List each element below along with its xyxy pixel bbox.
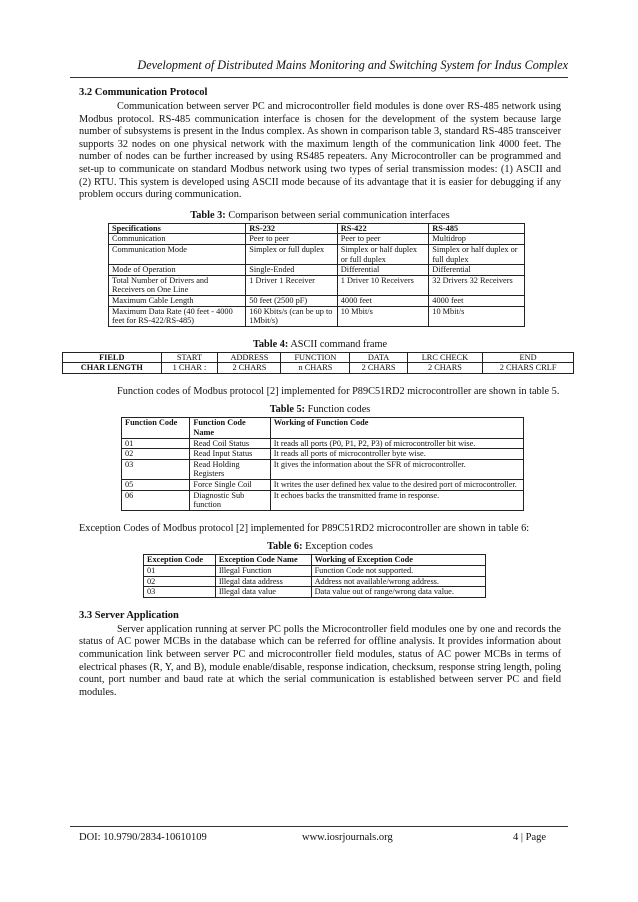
table-cell: Illegal data value xyxy=(215,587,311,598)
table-cell: 50 feet (2500 pF) xyxy=(246,295,338,306)
table-cell: Force Single Coil xyxy=(190,480,270,491)
table-cell: Differential xyxy=(429,265,525,276)
table-row xyxy=(122,490,524,510)
table-cell: Illegal Function xyxy=(215,566,311,577)
footer-doi: DOI: 10.9790/2834-10610109 xyxy=(79,832,207,843)
table-cell: Communication xyxy=(109,234,246,245)
table-cell: Communication Mode xyxy=(109,244,246,264)
table4-header-cell: END xyxy=(483,352,574,363)
table5-header-cell: Function Code xyxy=(122,418,190,438)
page-content xyxy=(79,87,561,699)
table-cell: n CHARS xyxy=(281,363,350,374)
table3-header-row xyxy=(109,223,525,234)
table-cell: 2 CHARS xyxy=(218,363,281,374)
table-cell: 2 CHARS xyxy=(407,363,483,374)
table-cell: 03 xyxy=(122,459,190,479)
table-row xyxy=(122,438,524,449)
section-heading-3-2: 3.2 Communication Protocol xyxy=(79,87,208,98)
table5-caption xyxy=(79,404,561,415)
table6-caption-text: Exception codes xyxy=(305,541,373,553)
table-cell: Maximum Data Rate (40 feet - 4000 feet for RS-422/RS-485) xyxy=(109,306,246,326)
table-row xyxy=(109,295,525,306)
table-cell: Single-Ended xyxy=(246,265,338,276)
table-cell: 03 xyxy=(144,587,216,598)
footer-page-number: 4 | Page xyxy=(513,832,547,843)
table3-header-cell: RS-232 xyxy=(246,223,338,234)
table-cell: Function Code not supported. xyxy=(311,566,485,577)
table-cell: 1 CHAR : xyxy=(161,363,218,374)
table-cell: 32 Drivers 32 Receivers xyxy=(429,275,525,295)
table-cell: 4000 feet xyxy=(429,295,525,306)
table-cell: 1 Driver 10 Receivers xyxy=(337,275,429,295)
table4-caption-text: ASCII command frame xyxy=(290,338,388,350)
table4-row-label: CHAR LENGTH xyxy=(63,363,162,374)
section-3-2-paragraph: Communication between server PC and microcontroller field modules is done over RS-485 network using Modbus protocol. RS-485 communication interface is chosen for the development of the system because large number of subsystems is present in the Indus complex. As shown in comparison table 3, standard RS-485 transceiver supports 32 nodes on one physical network with the maximum length of the communication link 4000 feet. The number of nodes can be further increased by using RS485 repeaters. Any Microcontroller can be programmed and set-up to communicate on standard Modbus network using two types of serial transmission modes: (1) ASCII and (2) RTU. This system is developed using ASCII mode because of its advantage that it is easier for debugging if any problem occurs during communication. xyxy=(79,101,561,201)
table-cell: 10 Mbit/s xyxy=(429,306,525,326)
table6-header-cell: Exception Code xyxy=(144,555,216,566)
table-row xyxy=(144,576,486,587)
table6-caption xyxy=(79,541,561,552)
table-row xyxy=(144,587,486,598)
table4-caption-label: Table 4: xyxy=(252,338,289,350)
table3-header-cell: RS-422 xyxy=(337,223,429,234)
table5-header-cell: Function Code Name xyxy=(190,418,270,438)
table-cell: It gives the information about the SFR of microcontroller. xyxy=(270,459,523,479)
footer-divider xyxy=(70,826,568,827)
table-cell: 05 xyxy=(122,480,190,491)
table-cell: Read Coil Status xyxy=(190,438,270,449)
table-cell: 02 xyxy=(122,449,190,460)
table-cell: Read Holding Registers xyxy=(190,459,270,479)
table-cell: 160 Kbits/s (can be up to 1Mbit/s) xyxy=(246,306,338,326)
table4-header-cell: FUNCTION xyxy=(281,352,350,363)
table5-header-row xyxy=(122,418,524,438)
table3-caption xyxy=(79,210,561,221)
table5-header-cell: Working of Function Code xyxy=(270,418,523,438)
table-cell: 2 CHARS CRLF xyxy=(483,363,574,374)
table-cell: Simplex or half duplex or full duplex xyxy=(337,244,429,264)
table4-caption xyxy=(79,339,561,350)
table-row xyxy=(122,449,524,460)
table-row xyxy=(109,306,525,326)
table-cell: Total Number of Drivers and Receivers on One Line xyxy=(109,275,246,295)
table-cell: Address not available/wrong address. xyxy=(311,576,485,587)
table-cell: Diagnostic Sub function xyxy=(190,490,270,510)
table-row xyxy=(63,363,574,374)
table-cell: 01 xyxy=(122,438,190,449)
table-cell: 06 xyxy=(122,490,190,510)
table-cell: 4000 feet xyxy=(337,295,429,306)
table-cell: 2 CHARS xyxy=(350,363,407,374)
table-cell: It echoes backs the transmitted frame in response. xyxy=(270,490,523,510)
table-cell: 02 xyxy=(144,576,216,587)
table-row xyxy=(109,265,525,276)
table-cell: It reads all ports of microcontroller byte wise. xyxy=(270,449,523,460)
section-heading-3-3: 3.3 Server Application xyxy=(79,609,179,621)
table4-header-cell: START xyxy=(161,352,218,363)
table-cell: Peer to peer xyxy=(246,234,338,245)
table3-comparison xyxy=(108,223,525,327)
table4-header-cell: FIELD xyxy=(63,352,162,363)
table-cell: Read Input Status xyxy=(190,449,270,460)
table-cell: Simplex or half duplex or full duplex xyxy=(429,244,525,264)
table-row xyxy=(109,275,525,295)
table-row xyxy=(144,566,486,577)
table-cell: It reads all ports (P0, P1, P2, P3) of microcontroller bit wise. xyxy=(270,438,523,449)
table3-header-cell: Specifications xyxy=(109,223,246,234)
table-cell: Differential xyxy=(337,265,429,276)
table6-caption-label: Table 6: xyxy=(267,541,303,553)
table-cell: It writes the user defined hex value to the desired port of microcontroller. xyxy=(270,480,523,491)
table6-header-cell: Working of Exception Code xyxy=(311,555,485,566)
table5-intro-paragraph: Function codes of Modbus protocol [2] implemented for P89C51RD2 microcontroller are shown in table 5. xyxy=(117,385,560,397)
table-cell: Multidrop xyxy=(429,234,525,245)
table-cell: Maximum Cable Length xyxy=(109,295,246,306)
table6-header-row xyxy=(144,555,486,566)
section-3-3-paragraph: Server application running at server PC polls the Microcontroller field modules one by one and records the status of AC power MCBs in the database which can be referred for offline analysis. It provides information about communication link between server PC and microcontroller field modules, status of AC power MCBs in terms of electrical phases (R, Y, and B), module enable/disable, response indication, checksum, response string length, poling count, port number and baud rate at which the serial communication is established between server PC and field modules. xyxy=(79,623,561,698)
table3-caption-text: Comparison between serial communication interfaces xyxy=(228,209,450,221)
table-row xyxy=(109,234,525,245)
table-cell: Mode of Operation xyxy=(109,265,246,276)
table-cell: 01 xyxy=(144,566,216,577)
table5-function-codes xyxy=(121,417,524,510)
table-row xyxy=(122,459,524,479)
running-header: Development of Distributed Mains Monitoring and Switching System for Indus Complex xyxy=(137,58,568,72)
table6-intro-paragraph: Exception Codes of Modbus protocol [2] implemented for P89C51RD2 microcontroller are shown in table 6: xyxy=(79,522,530,534)
table6-exception-codes xyxy=(143,554,486,597)
table-cell: Illegal data address xyxy=(215,576,311,587)
table4-header-cell: LRC CHECK xyxy=(407,352,483,363)
table4-header-cell: DATA xyxy=(350,352,407,363)
table-row xyxy=(122,480,524,491)
table3-caption-label: Table 3: xyxy=(190,209,226,221)
table3-header-cell: RS-485 xyxy=(429,223,525,234)
table4-header-cell: ADDRESS xyxy=(218,352,281,363)
table-cell: 10 Mbit/s xyxy=(337,306,429,326)
table5-caption-text: Function codes xyxy=(307,404,371,416)
table-cell: Peer to peer xyxy=(337,234,429,245)
table-cell: 1 Driver 1 Receiver xyxy=(246,275,338,295)
table4-ascii-frame xyxy=(62,352,574,374)
table-row xyxy=(109,244,525,264)
table5-caption-label: Table 5: xyxy=(269,404,306,416)
footer-journal-site: www.iosrjournals.org xyxy=(302,832,393,843)
table-cell: Simplex or full duplex xyxy=(246,244,338,264)
header-divider xyxy=(70,77,568,78)
table-cell: Data value out of range/wrong data value. xyxy=(311,587,485,598)
table6-header-cell: Exception Code Name xyxy=(215,555,311,566)
table4-header-row xyxy=(63,352,574,363)
